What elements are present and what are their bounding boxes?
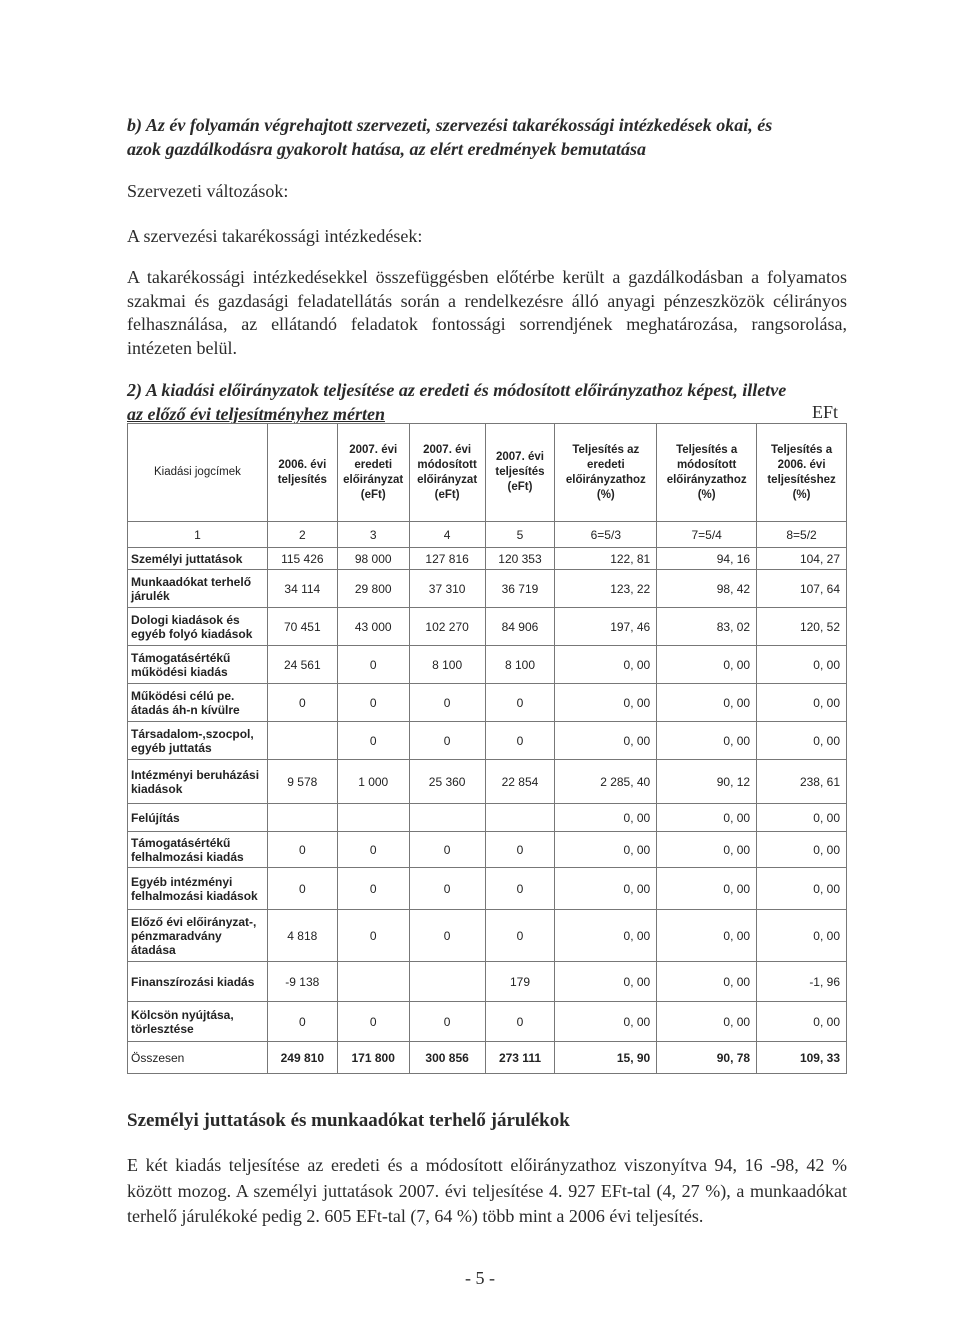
value-cell: 238, 61 bbox=[757, 760, 847, 804]
header-cell: Teljesítés a 2006. évi teljesítéshez (%) bbox=[757, 424, 847, 522]
total-cell: 109, 33 bbox=[757, 1042, 847, 1074]
header-cell: Teljesítés a módosított előirányzathoz (%) bbox=[657, 424, 757, 522]
value-cell: 0 bbox=[337, 646, 409, 684]
value-cell: 36 719 bbox=[485, 570, 555, 608]
value-cell: 94, 16 bbox=[657, 548, 757, 570]
header-cell: 2006. évi teljesítés bbox=[267, 424, 337, 522]
value-cell: 0 bbox=[409, 722, 485, 760]
table-row bbox=[128, 832, 847, 868]
value-cell: 0, 00 bbox=[555, 868, 657, 910]
value-cell: -1, 96 bbox=[757, 962, 847, 1002]
value-cell: -9 138 bbox=[267, 962, 337, 1002]
row-label: Támogatásértékű működési kiadás bbox=[128, 646, 268, 684]
personnel-paragraph: E két kiadás teljesítése az eredeti és a módosított előirányzathoz viszonyítva 94, 16 -98, 42 % között mozog. A személyi juttatások 2007. évi teljesítése 4. 927 EFt-tal (4, 27 %), a munkaadókat terhelő járulékoké pedig 2. 605 EFt-tal (7, 64 %) több mint a 2006 évi teljesítés. bbox=[127, 1155, 847, 1226]
value-cell: 0, 00 bbox=[555, 722, 657, 760]
value-cell: 98 000 bbox=[337, 548, 409, 570]
value-cell: 0, 00 bbox=[555, 646, 657, 684]
value-cell: 0, 00 bbox=[555, 832, 657, 868]
row-label: Személyi juttatások bbox=[128, 548, 268, 570]
value-cell: 0 bbox=[485, 1002, 555, 1042]
section-b-line2: azok gazdálkodásra gyakorolt hatása, az elért eredmények bemutatása bbox=[127, 139, 646, 159]
value-cell: 1 000 bbox=[337, 760, 409, 804]
value-cell: 0, 00 bbox=[757, 832, 847, 868]
header-cell: Kiadási jogcímek bbox=[128, 424, 268, 522]
value-cell: 0, 00 bbox=[657, 910, 757, 962]
measures-title: A szervezési takarékossági intézkedések: bbox=[127, 226, 423, 246]
value-cell: 197, 46 bbox=[555, 608, 657, 646]
header-cell: 2007. évi eredeti előirányzat (eFt) bbox=[337, 424, 409, 522]
org-changes-title: Szervezeti változások: bbox=[127, 181, 289, 201]
index-cell: 5 bbox=[485, 522, 555, 548]
index-cell: 1 bbox=[128, 522, 268, 548]
value-cell: 25 360 bbox=[409, 760, 485, 804]
index-cell: 2 bbox=[267, 522, 337, 548]
section-2-heading bbox=[127, 378, 847, 426]
value-cell: 0 bbox=[485, 684, 555, 722]
row-label: Egyéb intézményi felhalmozási kiadások bbox=[128, 868, 268, 910]
value-cell bbox=[409, 804, 485, 832]
section-b-heading bbox=[127, 113, 847, 161]
value-cell bbox=[337, 804, 409, 832]
total-cell: 300 856 bbox=[409, 1042, 485, 1074]
value-cell: 0 bbox=[409, 1002, 485, 1042]
row-label: Dologi kiadások és egyéb folyó kiadások bbox=[128, 608, 268, 646]
value-cell: 115 426 bbox=[267, 548, 337, 570]
index-cell: 3 bbox=[337, 522, 409, 548]
table-header-row bbox=[128, 424, 847, 522]
value-cell: 0, 00 bbox=[657, 962, 757, 1002]
value-cell: 107, 64 bbox=[757, 570, 847, 608]
value-cell: 8 100 bbox=[409, 646, 485, 684]
section-b-line1: b) Az év folyamán végrehajtott szervezeti, szervezési takarékossági intézkedések okai, és bbox=[127, 115, 773, 135]
unit-label: EFt bbox=[812, 402, 839, 422]
row-label: Finanszírozási kiadás bbox=[128, 962, 268, 1002]
value-cell: 123, 22 bbox=[555, 570, 657, 608]
value-cell: 102 270 bbox=[409, 608, 485, 646]
table-row bbox=[128, 570, 847, 608]
value-cell bbox=[267, 804, 337, 832]
value-cell: 2 285, 40 bbox=[555, 760, 657, 804]
value-cell: 0 bbox=[337, 910, 409, 962]
value-cell: 0 bbox=[267, 684, 337, 722]
value-cell: 0, 00 bbox=[555, 684, 657, 722]
value-cell: 0, 00 bbox=[757, 910, 847, 962]
value-cell: 22 854 bbox=[485, 760, 555, 804]
table-row bbox=[128, 962, 847, 1002]
value-cell: 127 816 bbox=[409, 548, 485, 570]
value-cell: 84 906 bbox=[485, 608, 555, 646]
value-cell: 0 bbox=[337, 832, 409, 868]
value-cell: 29 800 bbox=[337, 570, 409, 608]
header-cell: Teljesítés az eredeti előirányzathoz (%) bbox=[555, 424, 657, 522]
page-number: - 5 - bbox=[465, 1268, 495, 1288]
total-cell: 249 810 bbox=[267, 1042, 337, 1074]
value-cell: 43 000 bbox=[337, 608, 409, 646]
budget-table bbox=[127, 423, 847, 1074]
table-row bbox=[128, 910, 847, 962]
value-cell: 0 bbox=[485, 910, 555, 962]
index-cell: 8=5/2 bbox=[757, 522, 847, 548]
value-cell: 83, 02 bbox=[657, 608, 757, 646]
value-cell: 104, 27 bbox=[757, 548, 847, 570]
value-cell: 34 114 bbox=[267, 570, 337, 608]
row-label: Felújítás bbox=[128, 804, 268, 832]
value-cell: 0 bbox=[409, 832, 485, 868]
value-cell: 0, 00 bbox=[757, 804, 847, 832]
header-cell: 2007. évi teljesítés (eFt) bbox=[485, 424, 555, 522]
total-cell: 171 800 bbox=[337, 1042, 409, 1074]
value-cell: 0, 00 bbox=[657, 722, 757, 760]
value-cell: 0, 00 bbox=[555, 962, 657, 1002]
value-cell: 70 451 bbox=[267, 608, 337, 646]
value-cell: 120 353 bbox=[485, 548, 555, 570]
total-cell: 273 111 bbox=[485, 1042, 555, 1074]
value-cell: 0 bbox=[337, 1002, 409, 1042]
value-cell bbox=[409, 962, 485, 1002]
row-label: Kölcsön nyújtása, törlesztése bbox=[128, 1002, 268, 1042]
total-cell: 90, 78 bbox=[657, 1042, 757, 1074]
row-label: Intézményi beruházási kiadások bbox=[128, 760, 268, 804]
row-label: Támogatásértékű felhalmozási kiadás bbox=[128, 832, 268, 868]
value-cell: 0 bbox=[409, 868, 485, 910]
value-cell: 0, 00 bbox=[657, 832, 757, 868]
value-cell bbox=[485, 804, 555, 832]
value-cell: 0, 00 bbox=[555, 804, 657, 832]
value-cell: 0, 00 bbox=[757, 1002, 847, 1042]
value-cell: 0 bbox=[267, 868, 337, 910]
value-cell bbox=[267, 722, 337, 760]
measures-paragraph: A takarékossági intézkedésekkel összefüggésben előtérbe került a gazdálkodásban a folyamatos szakmai és gazdasági feladatellátás során a rendelkezésre álló anyagi pénzeszközök célirányos felhasználása, az ellátandó feladatok fontossági sorrendjének meghatározása, rangsorolása, intézeten belül. bbox=[127, 267, 847, 358]
value-cell: 0 bbox=[337, 684, 409, 722]
table-row bbox=[128, 548, 847, 570]
index-cell: 7=5/4 bbox=[657, 522, 757, 548]
value-cell: 90, 12 bbox=[657, 760, 757, 804]
index-cell: 4 bbox=[409, 522, 485, 548]
value-cell: 0, 00 bbox=[657, 684, 757, 722]
value-cell: 0, 00 bbox=[757, 868, 847, 910]
value-cell: 0 bbox=[337, 722, 409, 760]
table-row bbox=[128, 722, 847, 760]
value-cell: 9 578 bbox=[267, 760, 337, 804]
table-index-row bbox=[128, 522, 847, 548]
value-cell: 120, 52 bbox=[757, 608, 847, 646]
value-cell: 98, 42 bbox=[657, 570, 757, 608]
value-cell: 0 bbox=[409, 684, 485, 722]
row-label: Munkaadókat terhelő járulék bbox=[128, 570, 268, 608]
value-cell: 0 bbox=[485, 832, 555, 868]
table-row bbox=[128, 646, 847, 684]
section-2-line1: 2) A kiadási előirányzatok teljesítése az eredeti és módosított előirányzathoz képest, illetve bbox=[127, 380, 787, 400]
value-cell: 0 bbox=[267, 832, 337, 868]
personnel-title: Személyi juttatások és munkaadókat terhelő járulékok bbox=[127, 1110, 570, 1131]
value-cell: 37 310 bbox=[409, 570, 485, 608]
index-cell: 6=5/3 bbox=[555, 522, 657, 548]
value-cell: 0 bbox=[337, 868, 409, 910]
value-cell: 0, 00 bbox=[757, 646, 847, 684]
value-cell: 0 bbox=[485, 868, 555, 910]
value-cell: 0, 00 bbox=[657, 868, 757, 910]
row-label: Összesen bbox=[128, 1042, 268, 1074]
value-cell: 0, 00 bbox=[657, 804, 757, 832]
value-cell: 4 818 bbox=[267, 910, 337, 962]
section-2-line2: az előző évi teljesítményhez mérten bbox=[127, 404, 385, 424]
value-cell: 0, 00 bbox=[757, 684, 847, 722]
table-row bbox=[128, 868, 847, 910]
row-label: Társadalom-,szocpol, egyéb juttatás bbox=[128, 722, 268, 760]
header-cell: 2007. évi módosított előirányzat (eFt) bbox=[409, 424, 485, 522]
table-row bbox=[128, 684, 847, 722]
table-row bbox=[128, 760, 847, 804]
value-cell: 0 bbox=[409, 910, 485, 962]
value-cell: 0, 00 bbox=[757, 722, 847, 760]
table-total-row bbox=[128, 1042, 847, 1074]
value-cell: 0, 00 bbox=[657, 646, 757, 684]
value-cell: 0, 00 bbox=[555, 1002, 657, 1042]
table-row bbox=[128, 804, 847, 832]
value-cell: 122, 81 bbox=[555, 548, 657, 570]
value-cell: 0, 00 bbox=[555, 910, 657, 962]
table-row bbox=[128, 608, 847, 646]
row-label: Előző évi előirányzat-, pénzmaradvány átadása bbox=[128, 910, 268, 962]
value-cell: 8 100 bbox=[485, 646, 555, 684]
total-cell: 15, 90 bbox=[555, 1042, 657, 1074]
value-cell: 0 bbox=[267, 1002, 337, 1042]
table-row bbox=[128, 1002, 847, 1042]
value-cell: 179 bbox=[485, 962, 555, 1002]
value-cell: 0, 00 bbox=[657, 1002, 757, 1042]
row-label: Működési célú pe. átadás áh-n kívülre bbox=[128, 684, 268, 722]
value-cell: 0 bbox=[485, 722, 555, 760]
value-cell: 24 561 bbox=[267, 646, 337, 684]
value-cell bbox=[337, 962, 409, 1002]
